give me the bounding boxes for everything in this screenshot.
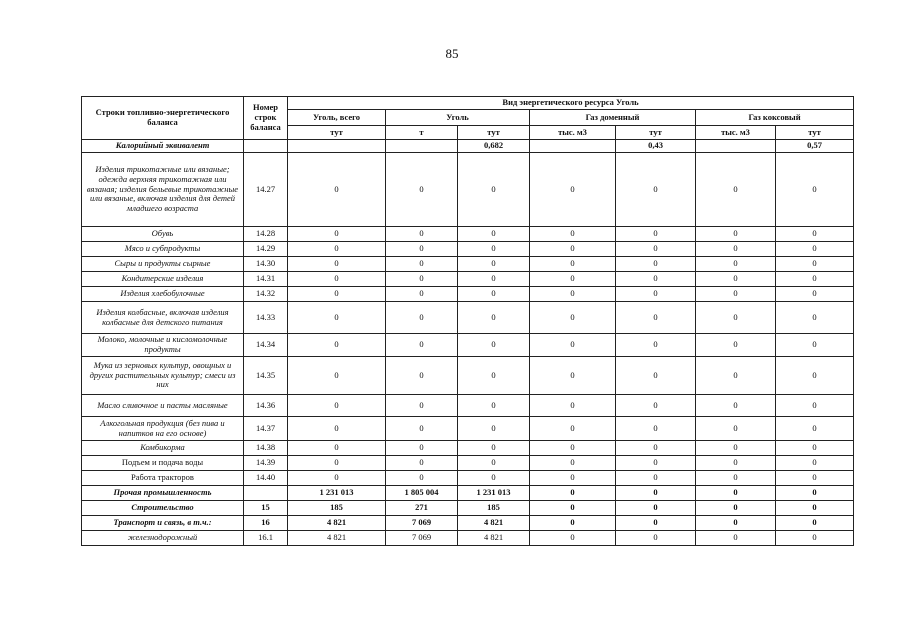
cell-value: 0 bbox=[776, 287, 854, 302]
cell-value: 0 bbox=[386, 471, 458, 486]
table-row bbox=[82, 516, 854, 531]
cell-value: 0 bbox=[288, 334, 386, 357]
cell-value: 0 bbox=[288, 395, 386, 417]
row-label-header: Строки топливно-энергетического баланса bbox=[82, 97, 244, 140]
unit-header: тут bbox=[458, 126, 530, 140]
table-row bbox=[82, 153, 854, 227]
cell-value: 0 bbox=[696, 357, 776, 395]
cell-value: 1 805 004 bbox=[386, 486, 458, 501]
cell-value: 0 bbox=[616, 287, 696, 302]
cell-value: 0 bbox=[288, 302, 386, 334]
row-label: Изделия трикотажные или вязаные; одежда верхняя трикотажная или вязаная; изделия бельевые трикотажные или вязаные, включая изделия для детей младшего возраста bbox=[82, 153, 244, 227]
cell-value: 0 bbox=[530, 395, 616, 417]
row-code: 14.34 bbox=[244, 334, 288, 357]
cell-value: 0 bbox=[616, 153, 696, 227]
cell-value: 0 bbox=[288, 153, 386, 227]
cell-value: 0 bbox=[776, 417, 854, 441]
calorific-label: Калорийный эквивалент bbox=[82, 140, 244, 153]
cell-value: 0 bbox=[458, 302, 530, 334]
cell-value: 0 bbox=[386, 302, 458, 334]
cell-value: 185 bbox=[458, 501, 530, 516]
cell-value: 0 bbox=[288, 227, 386, 242]
cell-value: 0 bbox=[616, 531, 696, 546]
row-code: 14.27 bbox=[244, 153, 288, 227]
row-code: 14.37 bbox=[244, 417, 288, 441]
cell-value: 0 bbox=[288, 272, 386, 287]
table-row bbox=[82, 486, 854, 501]
cell-value: 0 bbox=[458, 272, 530, 287]
calorific-value bbox=[386, 140, 458, 153]
row-label: Работа тракторов bbox=[82, 471, 244, 486]
table-row bbox=[82, 272, 854, 287]
row-code: 14.36 bbox=[244, 395, 288, 417]
table-row bbox=[82, 357, 854, 395]
cell-value: 0 bbox=[616, 302, 696, 334]
calorific-code bbox=[244, 140, 288, 153]
cell-value: 0 bbox=[616, 486, 696, 501]
cell-value: 0 bbox=[288, 471, 386, 486]
row-code: 14.30 bbox=[244, 257, 288, 272]
cell-value: 0 bbox=[776, 441, 854, 456]
cell-value: 0 bbox=[458, 153, 530, 227]
unit-header: т bbox=[386, 126, 458, 140]
cell-value: 0 bbox=[776, 257, 854, 272]
calorific-value: 0,682 bbox=[458, 140, 530, 153]
cell-value: 0 bbox=[776, 242, 854, 257]
cell-value: 185 bbox=[288, 501, 386, 516]
row-label: Мясо и субпродукты bbox=[82, 242, 244, 257]
cell-value: 0 bbox=[616, 471, 696, 486]
table-row bbox=[82, 334, 854, 357]
resource-title: Вид энергетического ресурса Уголь bbox=[288, 97, 854, 110]
cell-value: 0 bbox=[458, 357, 530, 395]
cell-value: 0 bbox=[696, 257, 776, 272]
row-code: 15 bbox=[244, 501, 288, 516]
row-label: Сыры и продукты сырные bbox=[82, 257, 244, 272]
cell-value: 0 bbox=[616, 395, 696, 417]
cell-value: 0 bbox=[458, 242, 530, 257]
cell-value: 0 bbox=[616, 272, 696, 287]
cell-value: 0 bbox=[386, 357, 458, 395]
cell-value: 0 bbox=[696, 516, 776, 531]
row-label: Мука из зерновых культур, овощных и других растительных культур; смеси из них bbox=[82, 357, 244, 395]
cell-value: 7 069 bbox=[386, 531, 458, 546]
row-label: Подъем и подача воды bbox=[82, 456, 244, 471]
row-label: Молоко, молочные и кисломолочные продукты bbox=[82, 334, 244, 357]
cell-value: 0 bbox=[616, 227, 696, 242]
cell-value: 0 bbox=[530, 456, 616, 471]
cell-value: 0 bbox=[616, 242, 696, 257]
cell-value: 0 bbox=[776, 272, 854, 287]
cell-value: 0 bbox=[458, 471, 530, 486]
cell-value: 0 bbox=[776, 486, 854, 501]
calorific-value bbox=[530, 140, 616, 153]
cell-value: 0 bbox=[776, 357, 854, 395]
cell-value: 0 bbox=[386, 456, 458, 471]
cell-value: 0 bbox=[616, 501, 696, 516]
cell-value: 0 bbox=[696, 417, 776, 441]
cell-value: 0 bbox=[616, 357, 696, 395]
cell-value: 0 bbox=[776, 471, 854, 486]
cell-value: 0 bbox=[776, 531, 854, 546]
cell-value: 0 bbox=[776, 395, 854, 417]
row-label: Обувь bbox=[82, 227, 244, 242]
row-code bbox=[244, 486, 288, 501]
cell-value: 0 bbox=[458, 334, 530, 357]
cell-value: 0 bbox=[696, 486, 776, 501]
cell-value: 0 bbox=[530, 357, 616, 395]
table-row bbox=[82, 417, 854, 441]
cell-value: 0 bbox=[386, 417, 458, 441]
table-row bbox=[82, 302, 854, 334]
cell-value: 0 bbox=[776, 227, 854, 242]
row-code: 14.39 bbox=[244, 456, 288, 471]
cell-value: 0 bbox=[696, 456, 776, 471]
row-label: Кондитерские изделия bbox=[82, 272, 244, 287]
cell-value: 0 bbox=[458, 395, 530, 417]
energy-balance-table bbox=[81, 96, 854, 546]
cell-value: 0 bbox=[696, 441, 776, 456]
cell-value: 1 231 013 bbox=[288, 486, 386, 501]
cell-value: 0 bbox=[616, 441, 696, 456]
cell-value: 4 821 bbox=[288, 516, 386, 531]
table-row bbox=[82, 471, 854, 486]
cell-value: 4 821 bbox=[288, 531, 386, 546]
cell-value: 0 bbox=[530, 272, 616, 287]
row-code: 16.1 bbox=[244, 531, 288, 546]
row-code: 14.40 bbox=[244, 471, 288, 486]
cell-value: 0 bbox=[386, 441, 458, 456]
table-row bbox=[82, 501, 854, 516]
table-row bbox=[82, 287, 854, 302]
cell-value: 0 bbox=[530, 441, 616, 456]
cell-value: 0 bbox=[776, 153, 854, 227]
cell-value: 0 bbox=[458, 417, 530, 441]
cell-value: 0 bbox=[458, 441, 530, 456]
row-code: 14.38 bbox=[244, 441, 288, 456]
cell-value: 0 bbox=[386, 242, 458, 257]
row-label: Прочая промышленность bbox=[82, 486, 244, 501]
calorific-value: 0,57 bbox=[776, 140, 854, 153]
cell-value: 0 bbox=[696, 242, 776, 257]
cell-value: 0 bbox=[696, 501, 776, 516]
table-row bbox=[82, 456, 854, 471]
cell-value: 271 bbox=[386, 501, 458, 516]
cell-value: 0 bbox=[776, 501, 854, 516]
row-code: 14.32 bbox=[244, 287, 288, 302]
cell-value: 0 bbox=[288, 441, 386, 456]
row-label: Масло сливочное и пасты масляные bbox=[82, 395, 244, 417]
cell-value: 0 bbox=[616, 417, 696, 441]
calorific-value bbox=[696, 140, 776, 153]
row-code: 14.31 bbox=[244, 272, 288, 287]
cell-value: 0 bbox=[288, 242, 386, 257]
row-label: Алкогольная продукция (без пива и напитков на его основе) bbox=[82, 417, 244, 441]
cell-value: 0 bbox=[530, 242, 616, 257]
cell-value: 0 bbox=[386, 272, 458, 287]
cell-value: 0 bbox=[696, 531, 776, 546]
calorific-row bbox=[82, 140, 854, 153]
table-row bbox=[82, 242, 854, 257]
cell-value: 0 bbox=[696, 471, 776, 486]
cell-value: 0 bbox=[530, 486, 616, 501]
cell-value: 1 231 013 bbox=[458, 486, 530, 501]
table-row bbox=[82, 227, 854, 242]
cell-value: 0 bbox=[458, 456, 530, 471]
row-label: Изделия колбасные, включая изделия колбасные для детского питания bbox=[82, 302, 244, 334]
cell-value: 0 bbox=[386, 227, 458, 242]
group-coal-total: Уголь, всего bbox=[288, 110, 386, 126]
table-body bbox=[82, 140, 854, 546]
cell-value: 0 bbox=[616, 334, 696, 357]
cell-value: 0 bbox=[530, 516, 616, 531]
cell-value: 4 821 bbox=[458, 531, 530, 546]
cell-value: 0 bbox=[530, 334, 616, 357]
cell-value: 0 bbox=[776, 334, 854, 357]
cell-value: 7 069 bbox=[386, 516, 458, 531]
calorific-value: 0,43 bbox=[616, 140, 696, 153]
table-row bbox=[82, 257, 854, 272]
cell-value: 0 bbox=[288, 456, 386, 471]
unit-header: тут bbox=[288, 126, 386, 140]
cell-value: 0 bbox=[386, 395, 458, 417]
cell-value: 0 bbox=[616, 257, 696, 272]
cell-value: 0 bbox=[458, 227, 530, 242]
table-row bbox=[82, 395, 854, 417]
cell-value: 0 bbox=[530, 417, 616, 441]
cell-value: 0 bbox=[530, 302, 616, 334]
cell-value: 0 bbox=[530, 153, 616, 227]
group-coal: Уголь bbox=[386, 110, 530, 126]
group-blast-furnace-gas: Газ доменный bbox=[530, 110, 696, 126]
cell-value: 4 821 bbox=[458, 516, 530, 531]
row-code: 14.33 bbox=[244, 302, 288, 334]
row-code: 14.29 bbox=[244, 242, 288, 257]
cell-value: 0 bbox=[696, 334, 776, 357]
code-header: Номер строк баланса bbox=[244, 97, 288, 140]
cell-value: 0 bbox=[288, 287, 386, 302]
calorific-value bbox=[288, 140, 386, 153]
cell-value: 0 bbox=[616, 516, 696, 531]
row-code: 16 bbox=[244, 516, 288, 531]
cell-value: 0 bbox=[776, 302, 854, 334]
cell-value: 0 bbox=[386, 287, 458, 302]
cell-value: 0 bbox=[288, 417, 386, 441]
cell-value: 0 bbox=[530, 227, 616, 242]
cell-value: 0 bbox=[530, 471, 616, 486]
cell-value: 0 bbox=[386, 153, 458, 227]
cell-value: 0 bbox=[696, 153, 776, 227]
unit-header: тут bbox=[616, 126, 696, 140]
unit-header: тут bbox=[776, 126, 854, 140]
unit-header: тыс. м3 bbox=[530, 126, 616, 140]
unit-header: тыс. м3 bbox=[696, 126, 776, 140]
cell-value: 0 bbox=[696, 227, 776, 242]
cell-value: 0 bbox=[776, 456, 854, 471]
cell-value: 0 bbox=[288, 357, 386, 395]
cell-value: 0 bbox=[696, 272, 776, 287]
row-label: Транспорт и связь, в т.ч.: bbox=[82, 516, 244, 531]
table-row bbox=[82, 531, 854, 546]
row-code: 14.28 bbox=[244, 227, 288, 242]
row-code: 14.35 bbox=[244, 357, 288, 395]
cell-value: 0 bbox=[386, 257, 458, 272]
row-label: железнодорожный bbox=[82, 531, 244, 546]
cell-value: 0 bbox=[530, 287, 616, 302]
row-label: Изделия хлебобулочные bbox=[82, 287, 244, 302]
cell-value: 0 bbox=[530, 501, 616, 516]
row-label: Комбикорма bbox=[82, 441, 244, 456]
cell-value: 0 bbox=[530, 531, 616, 546]
row-label: Строительство bbox=[82, 501, 244, 516]
cell-value: 0 bbox=[288, 257, 386, 272]
cell-value: 0 bbox=[458, 287, 530, 302]
page-number: 85 bbox=[445, 46, 459, 61]
group-coke-gas: Газ коксовый bbox=[696, 110, 854, 126]
cell-value: 0 bbox=[696, 302, 776, 334]
cell-value: 0 bbox=[458, 257, 530, 272]
table-row bbox=[82, 441, 854, 456]
cell-value: 0 bbox=[616, 456, 696, 471]
cell-value: 0 bbox=[696, 287, 776, 302]
cell-value: 0 bbox=[530, 257, 616, 272]
cell-value: 0 bbox=[776, 516, 854, 531]
cell-value: 0 bbox=[386, 334, 458, 357]
cell-value: 0 bbox=[696, 395, 776, 417]
